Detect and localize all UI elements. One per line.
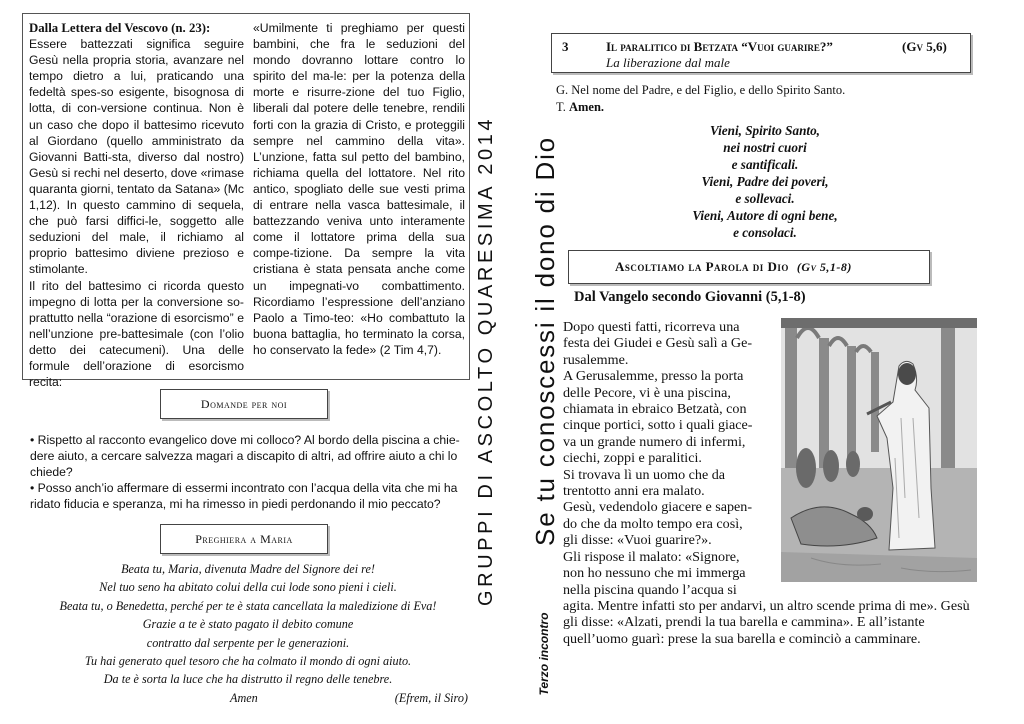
- letter-paragraph: Essere battezzati significa seguire Gesù nella propria storia, avanzare nel tempo dietro a lui, praticando una fedeltà spes-so esigente, bisognosa di lotta, di con-versione continua. Non è un caso che dopo il battesimo ricevuto al Giordano (quello amministrato da Giovanni Batti-sta, diverso dal nostro) Gesù si rechi nel deserto, dove «rimase quaranta giorni, tentato da Satana» (Mc 1,12). In questo cammino di sequela, che può farsi diffici-le, soggetto alle seduzioni del male, il richiamo al proprio battesimo diviene prezioso e stimolante.: [29, 37, 244, 277]
- reading-title-box: [551, 33, 971, 73]
- groups-title-vertical: GRUPPI DI ASCOLTO QUARESIMA 2014: [475, 115, 497, 606]
- gospel-line: festa dei Giudei e Gesù salì a Ge-: [563, 335, 753, 352]
- gospel-line: Gli rispose il malato: «Signore,: [563, 548, 740, 565]
- letter-paragraph: «Umilmente ti preghiamo per questi bambini, che fra le seduzioni del mondo dovranno lottare contro lo spirito del ma-le: per la potenza della morte e risurre-zione del tuo Figlio, liberali dal potere delle tenebre, rendili forti con la grazia di Cristo, e proteggili sempre nel cammino della vita». L’unzione, fatta sul petto del bambino, richiama quella del lottatore. Nel rito antico, spogliato delle sue vesti prima di entrare nella vasca battesimale, il battezzando veniva unto interamente come il lottatore prima della sua compe-tizione. Da sempre la vita cristiana è stata pensata anche come un impegnati-vo combattimento. Ricordiamo l’espressione dell’anziano Paolo a Timo-teo: «Ho combattuto la buona battaglia, ho terminato la corsa, ho conservato la fede» (2 Tim 4,7).: [253, 21, 465, 357]
- gospel-line: va un grande numero di infermi,: [563, 433, 746, 450]
- gospel-line: ciechi, zoppi e paralitici.: [563, 450, 702, 467]
- letter-column-2: [253, 20, 465, 358]
- gospel-line: Si trovava lì un uomo che da: [563, 466, 726, 483]
- prayer-author: (Efrem, il Siro): [394, 690, 468, 705]
- listen-heading-box: [568, 250, 930, 284]
- gospel-line: A Gerusalemme, presso la porta: [563, 368, 744, 385]
- questions-heading: Domande per noi: [200, 396, 288, 411]
- question-item: • Rispetto al racconto evangelico dove mi colloco? Al bordo della piscina a chie-dere aiuto, a cercare salvezza magari a discapito di altri, ad offrire aiuto a chi lo chiede?: [30, 433, 460, 479]
- prayer-line: Tu hai generato quel tesoro che ha colmato il mondo di ogni aiuto.: [84, 654, 412, 669]
- meeting-number: 3: [562, 39, 569, 54]
- hymn-line: e sollevaci.: [735, 191, 795, 206]
- letter-column-1: [29, 20, 244, 390]
- gospel-line: delle Pecore, vi è una piscina,: [563, 384, 731, 401]
- reading-title: Il paralitico di Betzata “Vuoi guarire?”: [606, 39, 833, 54]
- holy-spirit-hymn: [640, 122, 890, 241]
- marian-prayer: [28, 560, 468, 707]
- gospel-title: Dal Vangelo secondo Giovanni (5,1-8): [574, 289, 806, 305]
- invocation-leader: G. Nel nome del Padre, e del Figlio, e dello Spirito Santo.: [556, 83, 846, 97]
- opening-invocation: [556, 82, 845, 116]
- reading-ref: (Gv 5,6): [902, 39, 947, 54]
- prayer-line: Beata tu, o Benedetta, perché per te è stata cancellata la maledizione di Eva!: [59, 598, 437, 613]
- gospel-line: gli disse: «Vuoi guarire?».: [563, 532, 712, 549]
- question-item: • Posso anch’io affermare di essermi incontrato con l’acqua della vita che mi ha ridato fiducia e speranza, mi ha rimesso in piedi perdonando il mio peccato?: [30, 481, 458, 511]
- invocation-all-response: Amen.: [568, 100, 605, 114]
- letter-heading: Dalla Lettera del Vescovo (n. 23):: [29, 21, 211, 35]
- questions-heading-box: [160, 389, 328, 419]
- gospel-line: cinque portici, sotto i quali giace-: [563, 417, 753, 434]
- pool-of-bethesda-illustration: [781, 318, 977, 582]
- prayer-line: Da te è sorta la luce che ha distrutto il regno delle tenebre.: [103, 672, 393, 687]
- gospel-line: do che da molto tempo era così,: [563, 515, 743, 532]
- hymn-line: Vieni, Spirito Santo,: [710, 123, 820, 138]
- questions-list: [30, 432, 460, 512]
- reading-subtitle: La liberazione dal male: [606, 55, 730, 70]
- letter-paragraph: Il rito del battesimo ci ricorda questo impegno di lotta per la conversione so-prattutto nella “orazione di esorcismo” e nell’unzione pre-battesimale (con l’olio detto dei catecumeni). Una delle formule dell’orazione di esorcismo recita:: [29, 278, 244, 390]
- hymn-line: e consolaci.: [733, 225, 797, 240]
- hymn-line: e santificali.: [731, 157, 799, 172]
- gospel-paragraph: agita. Mentre infatti sto per andarvi, un altro scende prima di me». Gesù gli disse: «Alzati, prendi la tua barella e cammina». E all’istante quell’uomo guarì: prese la sua barella e cominciò a camminare.: [563, 597, 970, 647]
- gospel-line: nella piscina quando l’acqua si: [563, 581, 737, 598]
- gospel-line: non ho nessuno che mi immerga: [563, 565, 746, 582]
- prayer-line: Beata tu, Maria, divenuta Madre del Signore dei re!: [121, 562, 375, 576]
- prayer-heading: Preghiera a Maria: [195, 531, 293, 546]
- motto-title-vertical: Se tu conoscessi il dono di Dio: [530, 136, 560, 546]
- hymn-line: Vieni, Autore di ogni bene,: [692, 208, 838, 223]
- gospel-line: Dopo questi fatti, ricorreva una: [563, 319, 740, 335]
- invocation-all-label: T.: [556, 100, 566, 114]
- hymn-line: Vieni, Padre dei poveri,: [701, 174, 829, 189]
- gospel-line: Gesù, vedendolo giacere e sapen-: [563, 499, 753, 516]
- bishop-letter-box: [22, 13, 470, 390]
- gospel-line: trentotto anni era malato.: [563, 483, 705, 500]
- gospel-line: rusalemme.: [563, 351, 629, 368]
- gospel-line: chiamata in ebraico Betzatà, con: [563, 401, 747, 418]
- prayer-line: Grazie a te è stato pagato il debito comune: [142, 617, 354, 632]
- prayer-line: Nel tuo seno ha abitato colui della cui lode sono pieni i cieli.: [99, 580, 397, 595]
- meeting-label-vertical: Terzo incontro: [537, 612, 551, 696]
- prayer-heading-box: [160, 524, 328, 554]
- prayer-line: contratto dal serpente per le generazioni.: [146, 635, 350, 650]
- listen-heading: Ascoltiamo la Parola di Dio: [615, 259, 789, 274]
- listen-ref: (Gv 5,1-8): [796, 259, 852, 274]
- prayer-amen: Amen: [230, 690, 258, 705]
- hymn-line: nei nostri cuori: [723, 140, 807, 155]
